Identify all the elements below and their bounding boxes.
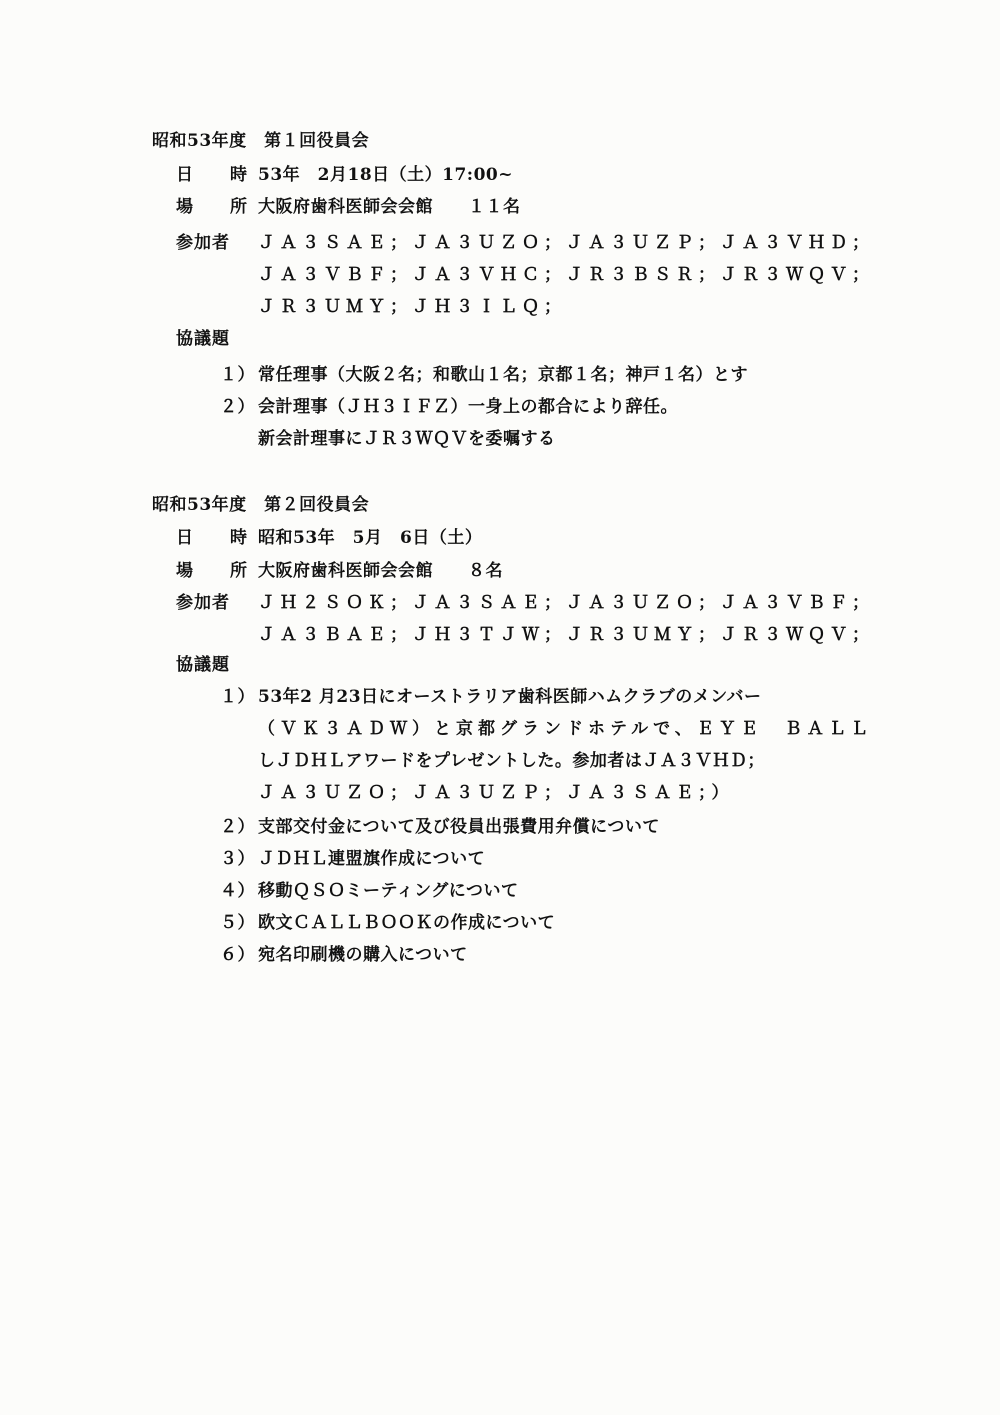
meeting-2-agenda-text: ＪＡ３ＵＺＯ；ＪＡ３ＵＺＰ；ＪＡ３ＳＡＥ；） [258,783,734,803]
meeting-2-attendees-line: ＪＨ２ＳＯＫ；ＪＡ３ＳＡＥ；ＪＡ３ＵＺＯ；ＪＡ３ＶＢＦ； [258,593,874,613]
meeting-2-agenda-num: ２） [220,817,255,837]
meeting-1-title: 昭和53年度 第１回役員会 [152,131,370,151]
meeting-1-agenda-num: １） [220,365,255,385]
meeting-2-date-value: 昭和53年 5月 6日（土） [258,528,483,548]
meeting-1-date-label: 日 時 [176,165,257,185]
meeting-1-attendees-line: ＪＡ３ＳＡＥ；ＪＡ３ＵＺＯ；ＪＡ３ＵＺＰ；ＪＡ３ＶＨＤ； [258,233,874,253]
meeting-1-attendees-line: ＪＡ３ＶＢＦ；ＪＡ３ＶＨＣ；ＪＲ３ＢＳＲ；ＪＲ３ＷＱＶ； [258,265,874,285]
meeting-2-title: 昭和53年度 第２回役員会 [152,495,370,515]
meeting-2-agenda-text: 宛名印刷機の購入について [258,945,468,965]
meeting-2-agenda-text: （ＶＫ３ＡＤＷ）と京都グランドホテルで、ＥＹＥ ＢＡＬＬ [258,719,873,739]
meeting-1-agenda-num: ２） [220,397,255,417]
meeting-1-place-value: 大阪府歯科医師会会館 １１名 [258,197,521,217]
meeting-1-agenda-label: 協議題 [176,329,230,349]
meeting-2-agenda-text: 支部交付金について及び役員出張費用弁償について [258,817,660,837]
meeting-2-agenda-text: 移動ＱＳＯミーティングについて [258,881,519,901]
meeting-2-agenda-num: １） [220,687,255,707]
meeting-2-agenda-text: ＪＤＨＬ連盟旗作成について [258,849,486,869]
meeting-1-agenda-text: 会計理事（ＪＨ３ＩＦＺ）一身上の都合により辞任。 [258,397,678,417]
meeting-2-attendees-label: 参加者 [176,593,230,613]
meeting-2-place-label: 場 所 [176,561,257,581]
meeting-1-date-value: 53年 2月18日（土）17:00~ [258,165,513,185]
meeting-2-place-value: 大阪府歯科医師会会館 ８名 [258,561,503,581]
meeting-1-attendees-label: 参加者 [176,233,230,253]
meeting-2-agenda-num: ３） [220,849,255,869]
meeting-2-date-label: 日 時 [176,528,257,548]
meeting-1-attendees-line: ＪＲ３ＵＭＹ；ＪＨ３ＩＬＱ； [258,297,566,317]
meeting-1-agenda-text: 新会計理事にＪＲ３ＷＱＶを委嘱する [258,429,556,449]
meeting-2-agenda-text: しＪＤＨＬアワードをプレゼントした。参加者はＪＡ３ＶＨＤ； [258,751,765,771]
meeting-2-agenda-label: 協議題 [176,655,230,675]
meeting-2-agenda-text: 欧文ＣＡＬＬＢＯＯＫの作成について [258,913,556,933]
meeting-2-agenda-num: ５） [220,913,255,933]
meeting-2-attendees-line: ＪＡ３ＢＡＥ；ＪＨ３ＴＪＷ；ＪＲ３ＵＭＹ；ＪＲ３ＷＱＶ； [258,625,874,645]
meeting-2-agenda-num: ６） [220,945,255,965]
meeting-2-agenda-num: ４） [220,881,255,901]
meeting-1-place-label: 場 所 [176,197,257,217]
meeting-1-agenda-text: 常任理事（大阪２名；和歌山１名；京都１名；神戸１名）とす [258,365,748,385]
meeting-2-agenda-text: 53年2 月23日にオーストラリア歯科医師ハムクラブのメンバー [258,687,762,707]
